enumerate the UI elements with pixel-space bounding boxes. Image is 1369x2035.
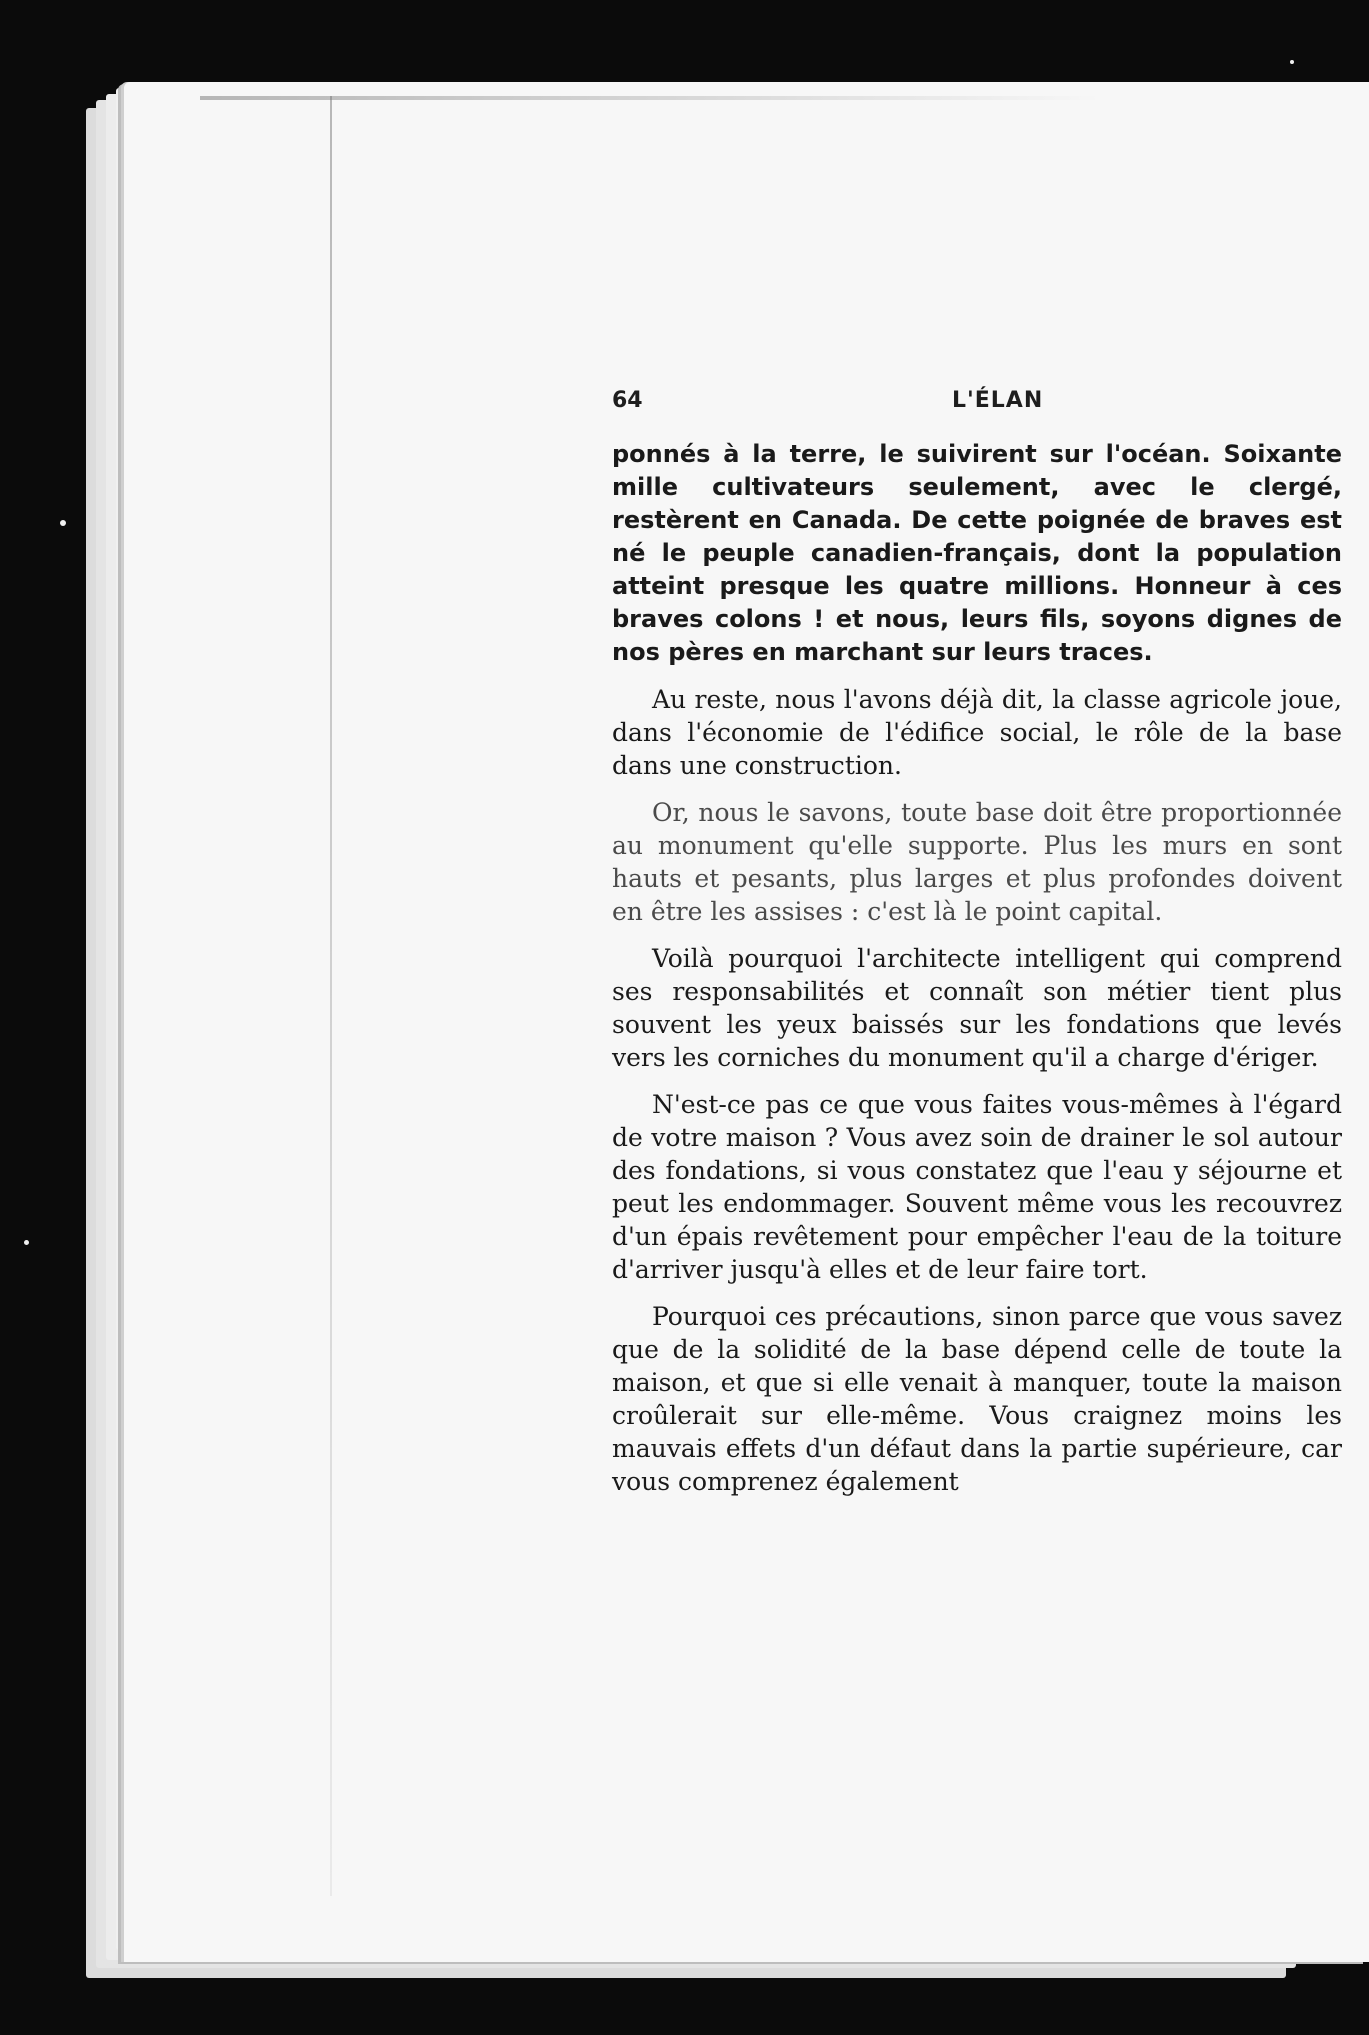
- paragraph: Pourquoi ces précautions, sinon parce que vous savez que de la solidité de la base dépend celle de toute la maison, et que si elle venait à manquer, toute la maison croûlerait sur elle-même. Vous craignez moins les mauvais effets d'un défaut dans la partie supérieure, car vous comprenez également: [612, 1302, 1342, 1496]
- paragraph: Voilà pourquoi l'architecte intelligent qui comprend ses responsabilités et connaît son métier tient plus souvent les yeux baissés sur les fondations que levés vers les corniches du monument qu'il a charge d'ériger.: [612, 944, 1342, 1072]
- page-number: 64: [612, 388, 643, 413]
- page-fold-shadow: [330, 96, 332, 1896]
- running-head: [612, 388, 1342, 428]
- paragraph: N'est-ce pas ce que vous faites vous-mêmes à l'égard de votre maison ? Vous avez soin de drainer le sol autour des fondations, si vous constatez que l'eau y séjourne et peut les endommager. Souvent même vous les recouvrez d'un épais revêtement pour empêcher l'eau de la toiture d'arriver jusqu'à elles et de leur faire tort.: [612, 1090, 1342, 1284]
- dust-speck: [1290, 60, 1294, 64]
- page-top-shadow: [200, 96, 1100, 100]
- paragraph: Au reste, nous l'avons déjà dit, la classe agricole joue, dans l'économie de l'édifice social, le rôle de la base dans une construction.: [612, 685, 1342, 780]
- dust-speck: [60, 520, 66, 526]
- dust-speck: [24, 1240, 29, 1245]
- page-content: [612, 388, 1342, 1512]
- paragraph: Or, nous le savons, toute base doit être proportionnée au monument qu'elle supporte. Plus les murs en sont hauts et pesants, plus larges et plus profondes doivent en être les assises : c'est là le point capital.: [612, 798, 1342, 926]
- paragraph: ponnés à la terre, le suivirent sur l'océan. Soixante mille cultivateurs seulement, avec le clergé, restèrent en Canada. De cette poignée de braves est né le peuple canadien-français, dont la population atteint presque les quatre millions. Honneur à ces braves colons ! et nous, leurs fils, soyons dignes de nos pères en marchant sur leurs traces.: [612, 440, 1342, 666]
- journal-title: L'ÉLAN: [952, 388, 1044, 413]
